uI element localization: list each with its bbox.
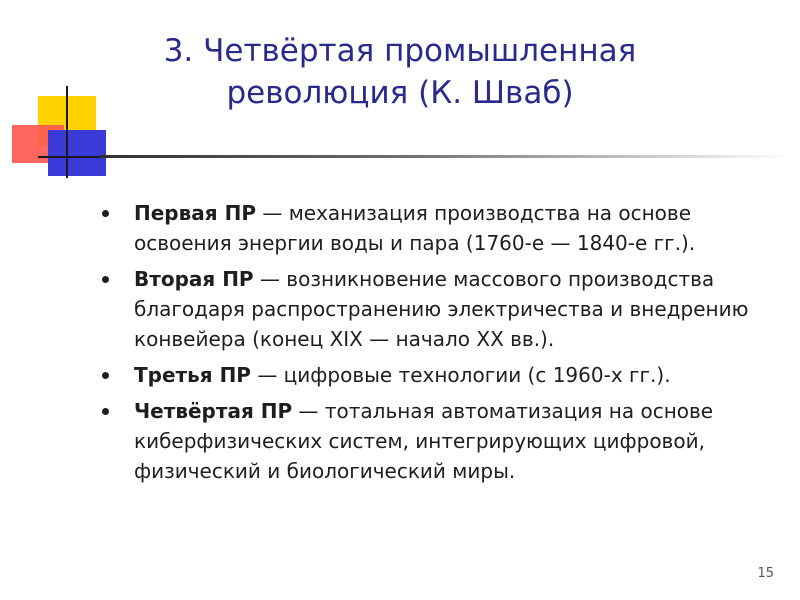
list-item xyxy=(100,360,770,390)
bullet-dot-icon xyxy=(102,408,109,415)
bullet-term: Первая ПР xyxy=(134,201,256,225)
bullet-list xyxy=(100,198,770,492)
bullet-text: — возникновение массового производства благодаря распространению электричества и внедрению конвейера (конец XIX — начало XX вв.). xyxy=(134,267,749,351)
list-item xyxy=(100,198,770,258)
list-item xyxy=(100,264,770,354)
slide-title-line2: революция (К. Шваб) xyxy=(226,75,574,111)
decor-blue-square xyxy=(48,130,106,176)
decor-vertical-line xyxy=(66,86,68,178)
bullet-text: — тотальная автоматизация на основе киберфизических систем, интегрирующих цифровой, физический и биологический миры. xyxy=(134,399,714,483)
list-item xyxy=(100,396,770,486)
bullet-dot-icon xyxy=(102,276,109,283)
bullet-dot-icon xyxy=(102,372,109,379)
bullet-term: Третья ПР xyxy=(134,363,251,387)
bullet-term: Вторая ПР xyxy=(134,267,254,291)
bullet-dot-icon xyxy=(102,210,109,217)
bullet-text: — цифровые технологии (с 1960-х гг.). xyxy=(250,363,671,387)
slide-title-line1: 3. Четвёртая промышленная xyxy=(163,33,637,69)
bullet-term: Четвёртая ПР xyxy=(134,399,293,423)
bullet-text: — механизация производства на основе освоения энергии воды и пара (1760-е — 1840-е гг.). xyxy=(134,201,696,255)
slide-title xyxy=(120,30,680,114)
page-number: 15 xyxy=(757,566,774,581)
title-underline-rule xyxy=(100,155,790,158)
